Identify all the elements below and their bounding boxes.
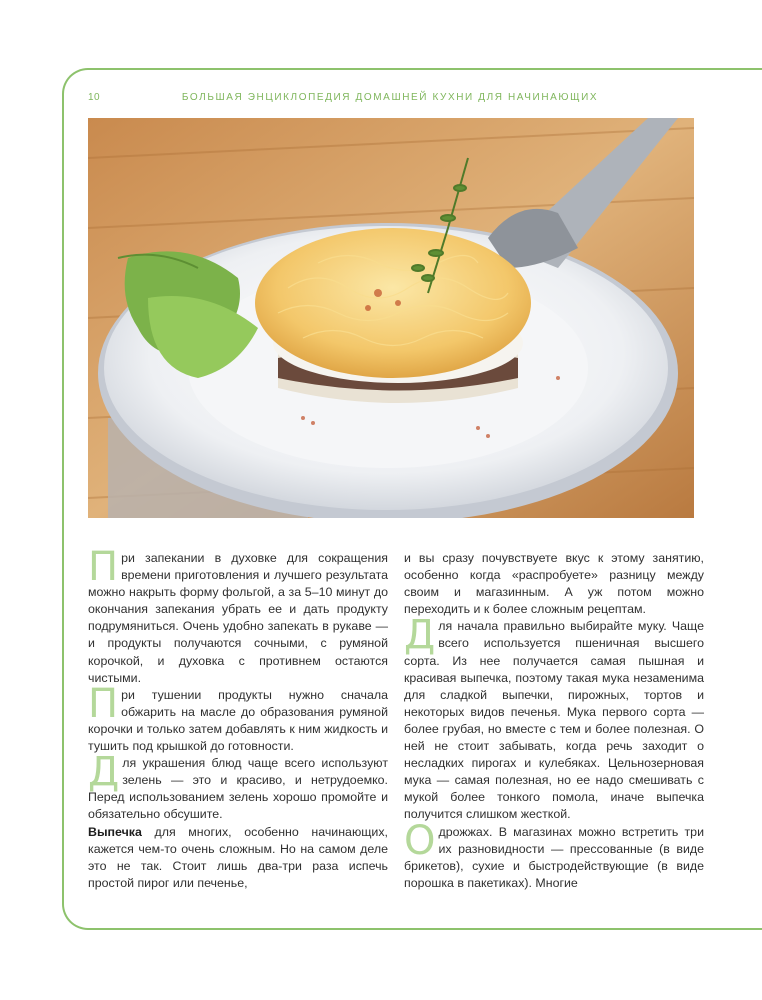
page-number: 10 [88,92,101,103]
paragraph: О дрожжах. В магазинах можно встретить три их разновидности — прессованные (в виде брикетов), сухие и быстродействующие (в виде порошка в пакетиках). Многие [404,817,704,890]
dropcap: П [88,544,119,590]
bold-term: Выпечка [88,824,142,839]
paragraph: Для начала правильно выбирайте муку. Чаще всего используется пшеничная высшего сорта. Из нее получается самая пышная и красивая выпечка, поэтому такая мука незаменима для сладкой выпечки, пирожных, тортов и некоторых видов печенья. Мука первого сорта — более грубая, но вместе с тем и более полезная. О ней не стоит забывать, когда речь заходит о несладких пирогах и кулебяках. Цельнозерновая мука — самая полезная, но ее надо смешивать с мукой более тонкого помола, иначе выпечка получится слишком жесткой. [404,612,704,822]
dropcap: О [404,817,436,864]
dropcap: П [88,680,119,727]
paragraph: и вы сразу почувствуете вкус к этому занятию, особенно когда «распробуете» разницу между своим и магазинным. А уж потом можно переходить и к более сложным рецептам. [404,551,704,617]
left-text-column [88,544,388,892]
right-text-column [404,550,704,892]
paragraph: Выпечка для многих, особенно начинающих, кажется чем-то очень сложным. Но на самом деле это не так. Стоит лишь два-три раза испечь простой пирог или печенье, [88,824,388,890]
dropcap: Д [88,749,120,796]
paragraph: При запекании в духовке для сокращения времени приготовления и лучшего результата можно накрыть форму фольгой, а за 5–10 минут до окончания запекания убрать ее и дать продукту подрумяниться. Очень удобно запекать в рукаве — и продукты получаются сочными, с румяной корочкой, и духовка с противнем остаются чистыми. [88,544,388,685]
paragraph: При тушении продукты нужно сначала обжарить на масле до образования румяной корочки и только затем добавлять к ним жидкость и тушить под крышкой до готовности. [88,680,388,754]
dropcap: Д [404,612,436,659]
paragraph: Для украшения блюд чаще всего используют зелень — это и красиво, и нетрудоемко. Перед использованием зелень хорошо промойте и обязательно обсушите. [88,749,388,822]
running-title: БОЛЬШАЯ ЭНЦИКЛОПЕДИЯ ДОМАШНЕЙ КУХНИ ДЛЯ НАЧИНАЮЩИХ [181,92,599,103]
food-photo [88,118,694,518]
